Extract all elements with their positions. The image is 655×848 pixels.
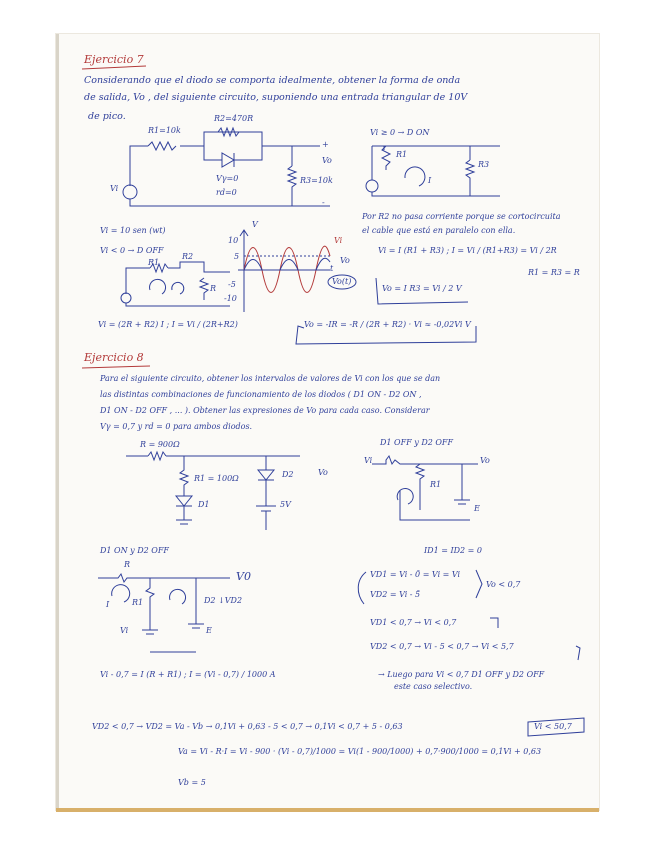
ex7-input: Vi = 10 sen (wt) [100, 226, 166, 235]
ex8-on-off-vi: Vi [120, 626, 129, 635]
ex7-case-on-r3: R3 [478, 160, 490, 169]
ex7-case-on-i: I [428, 176, 432, 185]
ex8-on-off-vd: D2 ↓VD2 [204, 596, 243, 605]
ex8-on-off-cond: D1 ON y D2 OFF [100, 546, 169, 555]
ex8-on-off-e: E [206, 626, 212, 635]
ex8-concl-1: → Luego para Vi < 0,7 D1 OFF y D2 OFF [378, 670, 545, 679]
ex7-statement-2: de salida, Vo , del siguiente circuito, suponiendo una entrada triangular de 10V [84, 92, 468, 103]
graph-vo-label: Vo [340, 256, 350, 265]
ex8-sys-brace [358, 572, 366, 604]
ex7-r3-label: R3=10k [300, 176, 333, 185]
ex7-case-on-cond: Vi ≥ 0 → D ON [370, 128, 430, 137]
ex8-circuit [126, 452, 300, 530]
ex8-eq6: VD2 < 0,7 → VD2 = Va - Vb → 0,1Vi + 0,63 - 5 < 0,7 → 0,1Vi < 0,7 + 5 - 0,63 [92, 722, 403, 731]
ex7-r2-label: R2=470R [214, 114, 254, 123]
ex7-case-off-r1: R1 [148, 258, 160, 267]
ex7-case-on-r1: R1 [396, 150, 408, 159]
ex8-title-underline [82, 366, 150, 368]
ex7-case-off-cond: Vi < 0 → D OFF [100, 246, 164, 255]
graph-vo-tag: Vo(t) [332, 277, 352, 286]
ex8-on-off-i: I [106, 600, 110, 609]
graph-vi-label: Vi [334, 236, 343, 245]
ex8-d1-label: D1 [198, 500, 210, 509]
ex7-vo-plus: + [322, 140, 329, 149]
ex8-off-off-circuit [372, 456, 478, 520]
ex7-vo-minus: - [322, 198, 325, 207]
ex7-note-1: Por R2 no pasa corriente porque se cortocircuita [362, 212, 561, 221]
ex7-vo-label: Vo [322, 156, 332, 165]
ex8-off-off-id: ID1 = ID2 = 0 [424, 546, 482, 555]
ex7-eq4: Vo = -IR = -R / (2R + R2) · Vi ≈ -0,02Vi V [304, 320, 471, 329]
ex8-eq8: Vb = 5 [178, 778, 206, 787]
ex7-statement-1: Considerando que el diodo se comporta idealmente, obtener la forma de onda [84, 75, 461, 86]
ex8-eq6-box: Vi < 50,7 [534, 722, 572, 731]
ex8-d2-label: D2 [282, 470, 294, 479]
ex8-c2: VD2 < 0,7 → Vi - 5 < 0,7 → Vi < 5,7 [370, 642, 514, 651]
ex7-eq1b: R1 = R3 = R [528, 268, 580, 277]
ex8-sys-2: VD2 = Vi - 5̄ [370, 590, 421, 599]
graph-v-label: V [252, 220, 258, 229]
ex8-title: Ejercicio 8 [84, 351, 144, 364]
ex7-title-underline [82, 66, 146, 69]
ex8-off-off-vi: Vi [364, 456, 373, 465]
ex8-vo-label: Vo [318, 468, 328, 477]
ex8-concl-2: este caso selectivo. [394, 682, 473, 691]
ex8-5v-label: 5V [280, 500, 291, 509]
ex7-eq2: Vo = I R3 = Vi / 2 V [382, 284, 462, 293]
graph-l10: 10 [228, 236, 239, 245]
ex7-r1-label: R1=10k [148, 126, 181, 135]
ex8-off-off-cond: D1 OFF y D2 OFF [380, 438, 454, 447]
ex8-on-off-circuit [98, 574, 230, 652]
ex8-sys-brace-right [476, 570, 482, 598]
graph-l-10: -10 [224, 294, 237, 303]
ex7-vi-label: Vi [110, 184, 119, 193]
graph-l-5: -5 [228, 280, 236, 289]
ex8-statement-2: las distintas combinaciones de funcionamiento de los diodos ( D1 ON - D2 ON , [100, 390, 422, 399]
ex7-rd-label: rd=0 [216, 188, 237, 197]
ex8-r1-label: R1 = 100Ω [194, 474, 239, 483]
ex7-eq1: Vi = I (R1 + R3) ; I = Vi / (R1+R3) = Vi / 2R [378, 246, 557, 255]
ex7-eq3: Vi = (2R + R2) I ; I = Vi / (2R+R2) [98, 320, 238, 329]
ex7-case-on-circuit [366, 146, 500, 196]
graph-l5: 5 [234, 252, 240, 261]
ex8-off-off-e: E [474, 504, 480, 513]
ex7-note-2: el cable que está en paralelo con ella. [362, 226, 516, 235]
graph-t-label: t [330, 264, 334, 273]
ex8-sys-1: VD1 = Vi - 0̄ = Vi = Vi [370, 570, 461, 579]
ex8-statement-1: Para el siguiente circuito, obtener los intervalos de valores de Vi con los que se dan [100, 374, 441, 383]
ex8-eq7: Va = Vi - R·I = Vi - 900 · (Vi - 0,7)/1000 = Vi(1 - 900/1000) + 0,7·900/1000 = 0,1Vi + 0,63 [178, 747, 542, 756]
ex8-r-label: R = 900Ω [140, 440, 180, 449]
ex7-case-off-r: R [210, 284, 217, 293]
ex7-case-off-r2: R2 [182, 252, 194, 261]
ex8-off-off-r1: R1 [430, 480, 442, 489]
ex7-title: Ejercicio 7 [84, 53, 144, 66]
ex8-on-off-r: R [124, 560, 131, 569]
ex8-c1-box [490, 618, 498, 628]
ex8-eq5: Vi - 0,7 = I (R + R1) ; I = (Vi - 0,7) / 1000 A [100, 670, 276, 679]
ex8-off-off-vo: Vo [480, 456, 490, 465]
ex8-on-off-vo: V0 [236, 570, 251, 583]
ex8-c1: VD1 < 0,7 → Vi < 0,7 [370, 618, 457, 627]
ex8-statement-4: Vγ = 0,7 y rd = 0 para ambos diodos. [100, 422, 253, 431]
ex7-vgamma-label: Vγ=0 [216, 174, 239, 183]
ex8-sys-result: Vo < 0,7 [486, 580, 521, 589]
ex8-on-off-r1: R1 [132, 598, 144, 607]
ex8-c2-box [576, 646, 580, 660]
ex7-statement-3: de pico. [88, 111, 126, 122]
ex8-statement-3: D1 ON - D2 OFF , ... ). Obtener las expresiones de Vo para cada caso. Considerar [100, 406, 430, 415]
